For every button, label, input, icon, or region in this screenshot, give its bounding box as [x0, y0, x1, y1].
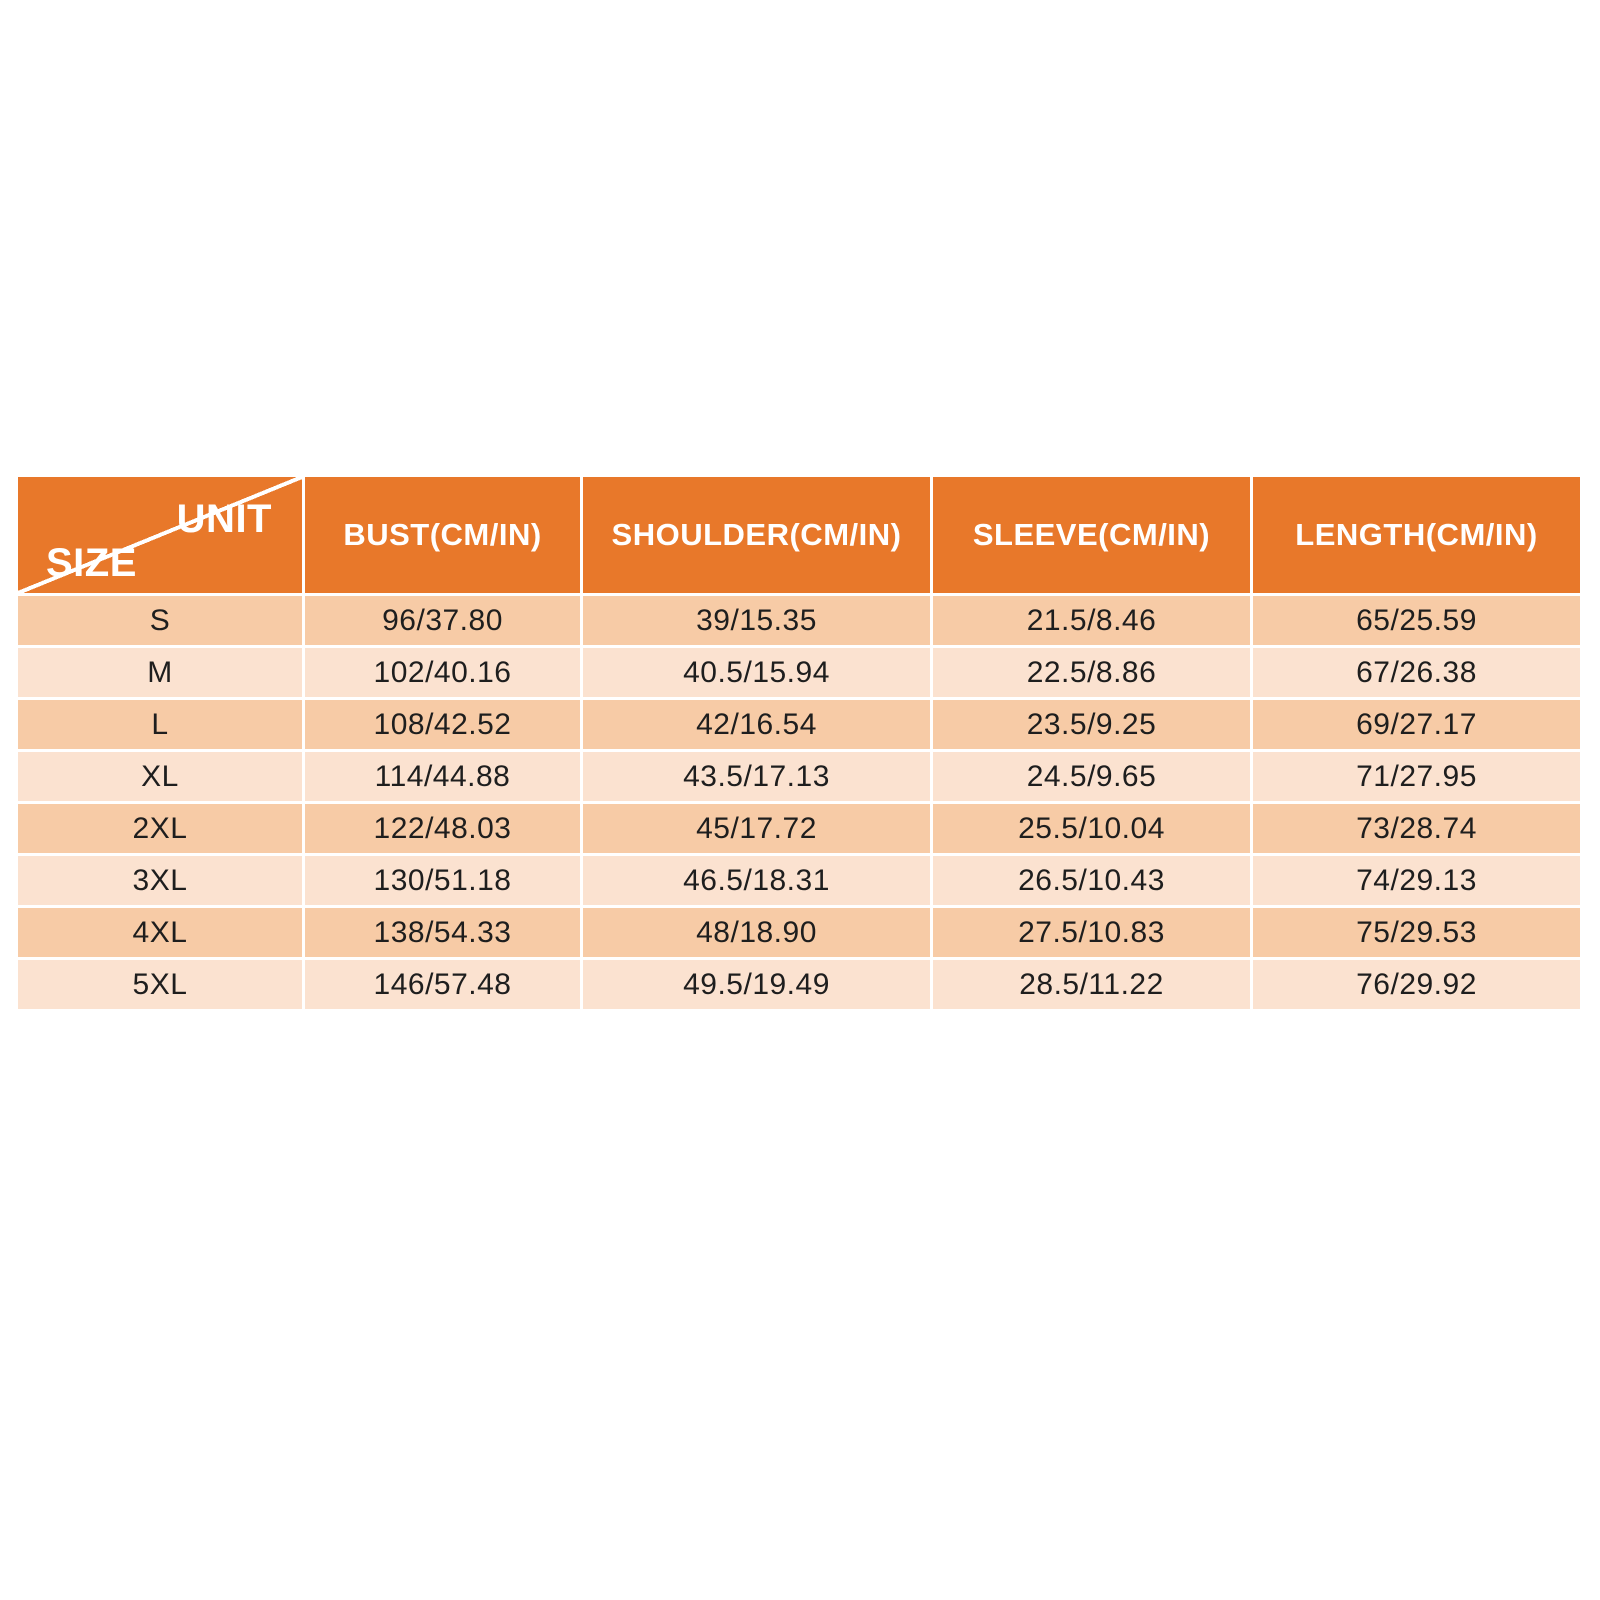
row-size-label: 4XL: [18, 908, 302, 957]
cell-bust: 108/42.52: [305, 700, 580, 749]
cell-shoulder: 42/16.54: [583, 700, 930, 749]
cell-length: 65/25.59: [1253, 596, 1580, 645]
cell-bust: 146/57.48: [305, 960, 580, 1009]
column-header-length: LENGTH(CM/IN): [1253, 477, 1580, 593]
corner-header-cell: [18, 477, 302, 593]
cell-sleeve: 24.5/9.65: [933, 752, 1250, 801]
row-size-label: L: [18, 700, 302, 749]
row-size-label: XL: [18, 752, 302, 801]
cell-sleeve: 21.5/8.46: [933, 596, 1250, 645]
cell-length: 71/27.95: [1253, 752, 1580, 801]
cell-length: 73/28.74: [1253, 804, 1580, 853]
cell-sleeve: 22.5/8.86: [933, 648, 1250, 697]
row-size-label: 2XL: [18, 804, 302, 853]
cell-bust: 102/40.16: [305, 648, 580, 697]
cell-length: 75/29.53: [1253, 908, 1580, 957]
size-header-label: SIZE: [46, 541, 137, 585]
cell-shoulder: 46.5/18.31: [583, 856, 930, 905]
cell-shoulder: 49.5/19.49: [583, 960, 930, 1009]
row-size-label: 3XL: [18, 856, 302, 905]
row-size-label: 5XL: [18, 960, 302, 1009]
unit-header-label: UNIT: [176, 497, 272, 541]
cell-length: 69/27.17: [1253, 700, 1580, 749]
cell-bust: 130/51.18: [305, 856, 580, 905]
cell-bust: 96/37.80: [305, 596, 580, 645]
cell-bust: 122/48.03: [305, 804, 580, 853]
cell-sleeve: 27.5/10.83: [933, 908, 1250, 957]
row-size-label: M: [18, 648, 302, 697]
cell-shoulder: 48/18.90: [583, 908, 930, 957]
column-header-bust: BUST(CM/IN): [305, 477, 580, 593]
cell-sleeve: 23.5/9.25: [933, 700, 1250, 749]
cell-sleeve: 28.5/11.22: [933, 960, 1250, 1009]
size-chart-table: [18, 477, 1580, 1009]
cell-shoulder: 43.5/17.13: [583, 752, 930, 801]
column-header-shoulder: SHOULDER(CM/IN): [583, 477, 930, 593]
cell-length: 76/29.92: [1253, 960, 1580, 1009]
cell-sleeve: 26.5/10.43: [933, 856, 1250, 905]
cell-bust: 114/44.88: [305, 752, 580, 801]
cell-sleeve: 25.5/10.04: [933, 804, 1250, 853]
column-header-sleeve: SLEEVE(CM/IN): [933, 477, 1250, 593]
cell-shoulder: 45/17.72: [583, 804, 930, 853]
cell-bust: 138/54.33: [305, 908, 580, 957]
row-size-label: S: [18, 596, 302, 645]
cell-shoulder: 40.5/15.94: [583, 648, 930, 697]
cell-length: 67/26.38: [1253, 648, 1580, 697]
cell-shoulder: 39/15.35: [583, 596, 930, 645]
cell-length: 74/29.13: [1253, 856, 1580, 905]
